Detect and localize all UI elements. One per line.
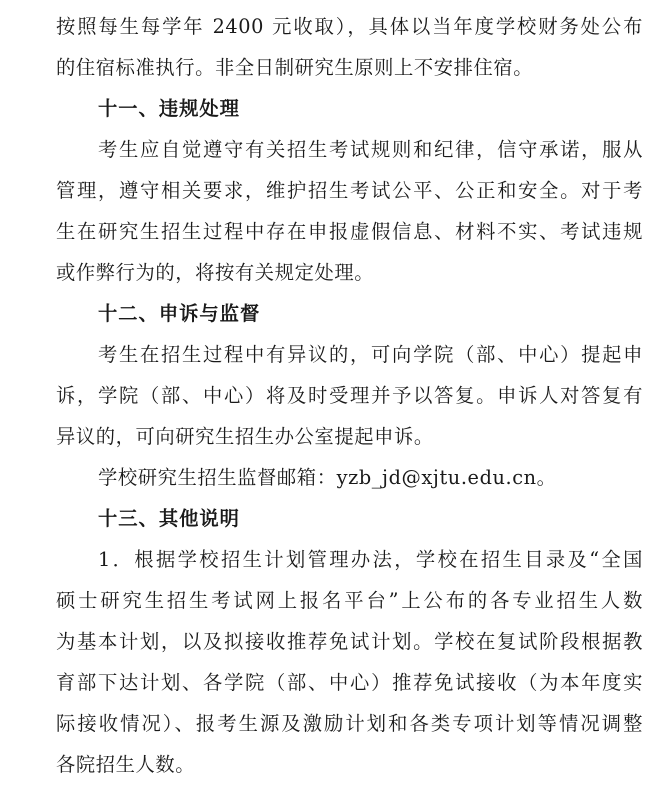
- body-text-line: 1．根据学校招生计划管理办法，学校在招生目录及“全国: [98, 548, 643, 571]
- body-text-line: 按照每生每学年 2400 元收取），具体以当年度学校财务处公布: [56, 15, 643, 38]
- body-text-line: 育部下达计划、各学院（部、中心）推荐免试接收（为本年度实: [56, 671, 643, 694]
- section-heading-other: 十三、其他说明: [98, 507, 240, 530]
- supervision-email-line: 学校研究生招生监督邮箱：yzb_jd@xjtu.edu.cn。: [98, 466, 557, 489]
- body-text-line: 生在研究生招生过程中存在申报虚假信息、材料不实、考试违规: [56, 220, 643, 243]
- body-text-line: 的住宿标准执行。非全日制研究生原则上不安排住宿。: [56, 56, 534, 79]
- body-text-line: 各院招生人数。: [56, 753, 196, 776]
- body-text-line: 或作弊行为的，将按有关规定处理。: [56, 261, 375, 284]
- body-text-line: 异议的，可向研究生招生办公室提起申诉。: [56, 425, 434, 448]
- body-text-line: 为基本计划，以及拟接收推荐免试计划。学校在复试阶段根据教: [56, 630, 643, 653]
- body-text-line: 际接收情况）、报考生源及激励计划和各类专项计划等情况调整: [56, 712, 643, 735]
- section-heading-appeals: 十二、申诉与监督: [98, 302, 261, 325]
- body-text-line: 考生在招生过程中有异议的，可向学院（部、中心）提起申: [98, 343, 643, 366]
- section-heading-violations: 十一、违规处理: [98, 97, 240, 120]
- body-text-line: 管理，遵守相关要求，维护招生考试公平、公正和安全。对于考: [56, 179, 643, 202]
- body-text-line: 诉，学院（部、中心）将及时受理并予以答复。申诉人对答复有: [56, 384, 643, 407]
- body-text-line: 硕士研究生招生考试网上报名平台”上公布的各专业招生人数: [56, 589, 643, 612]
- body-text-line: 考生应自觉遵守有关招生考试规则和纪律，信守承诺，服从: [98, 138, 643, 161]
